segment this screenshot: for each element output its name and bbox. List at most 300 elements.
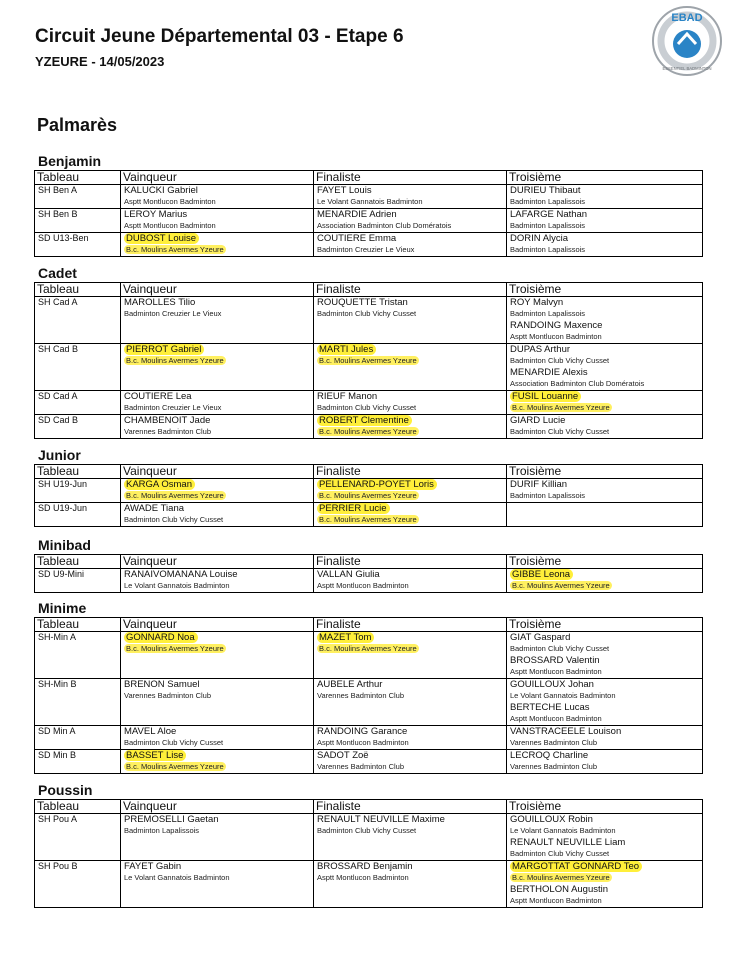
player-club-text: Badminton Club Vichy Cusset — [124, 515, 224, 524]
troisieme-cell — [507, 479, 703, 503]
player-club-text: Badminton Club Vichy Cusset — [510, 356, 610, 365]
player-club — [510, 895, 699, 907]
table-row — [35, 233, 703, 257]
player-name — [510, 415, 699, 426]
table-row — [35, 185, 703, 209]
troisieme-cell — [507, 750, 703, 774]
finaliste-cell — [314, 679, 507, 726]
player-name-text: SADOT Zoë — [317, 750, 369, 761]
table-row — [35, 344, 703, 391]
table-row — [35, 569, 703, 593]
finaliste-cell — [314, 632, 507, 679]
player-club — [510, 690, 699, 702]
column-header: Tableau — [35, 465, 121, 479]
player-name — [510, 233, 699, 244]
player-club — [124, 490, 310, 502]
player-club-text: B.c. Moulins Avermes Yzeure — [126, 762, 224, 771]
player-name — [510, 479, 699, 490]
table-row — [35, 479, 703, 503]
tableau-cell: SD U9-Mini — [35, 569, 121, 593]
header-row — [35, 555, 703, 569]
player-name — [124, 632, 310, 643]
finaliste-cell — [314, 569, 507, 593]
player-name-text: VALLAN Giulia — [317, 569, 380, 580]
player-club — [124, 872, 310, 884]
header-row — [35, 283, 703, 297]
player-club — [510, 244, 699, 256]
player-name — [510, 814, 699, 825]
player-name-text: GIBBE Leona — [510, 569, 573, 580]
column-header: Tableau — [35, 283, 121, 297]
player-name-text: ROY Malvyn — [510, 297, 564, 308]
player-name — [510, 344, 699, 355]
finaliste-cell — [314, 750, 507, 774]
finaliste-cell — [314, 726, 507, 750]
player-club-text: Asptt Montlucon Badminton — [510, 896, 602, 905]
player-club — [510, 490, 699, 502]
troisieme-cell — [507, 233, 703, 257]
player-club-text: B.c. Moulins Avermes Yzeure — [126, 491, 224, 500]
palmares-heading: Palmarès — [37, 115, 118, 135]
player-name-text: BROSSARD Valentin — [510, 655, 600, 666]
player-name — [510, 726, 699, 737]
player-club-text: Asptt Montlucon Badminton — [317, 738, 409, 747]
player-club-text: Badminton Lapalissois — [510, 197, 586, 206]
ebad-logo — [650, 4, 724, 78]
player-club-text: Asptt Montlucon Badminton — [510, 714, 602, 723]
vainqueur-cell — [121, 679, 314, 726]
player-club-text: B.c. Moulins Avermes Yzeure — [512, 581, 610, 590]
player-club — [317, 308, 503, 320]
player-club-text: Asptt Montlucon Badminton — [124, 221, 216, 230]
player-name-text: DUPAS Arthur — [510, 344, 571, 355]
player-name — [124, 233, 310, 244]
player-name-text: MAZET Tom — [317, 632, 374, 643]
player-name — [124, 479, 310, 490]
player-name — [317, 861, 503, 872]
page-subtitle: YZEURE - 14/05/2023 — [35, 54, 165, 69]
player-name-text: BERTECHE Lucas — [510, 702, 590, 713]
player-club-text: B.c. Moulins Avermes Yzeure — [126, 356, 224, 365]
tableau-cell: SH Ben B — [35, 209, 121, 233]
player-club — [124, 196, 310, 208]
vainqueur-cell — [121, 726, 314, 750]
player-club-text: B.c. Moulins Avermes Yzeure — [126, 644, 224, 653]
table-row — [35, 679, 703, 726]
finaliste-cell — [314, 209, 507, 233]
player-club-text: Badminton Lapalissois — [510, 245, 586, 254]
vainqueur-cell — [121, 297, 314, 344]
player-name — [317, 233, 503, 244]
player-name-text: RENAULT NEUVILLE Liam — [510, 837, 626, 848]
player-club-text: Varennes Badminton Club — [510, 738, 597, 747]
player-name — [510, 297, 699, 308]
player-club-text: B.c. Moulins Avermes Yzeure — [319, 515, 417, 524]
player-name-text: ROBERT Clementine — [317, 415, 412, 426]
vainqueur-cell — [121, 814, 314, 861]
player-club — [510, 331, 699, 343]
player-club — [510, 378, 699, 390]
player-name — [510, 702, 699, 713]
player-club-text: Varennes Badminton Club — [317, 762, 404, 771]
player-club-text: Le Volant Gannatois Badminton — [124, 581, 230, 590]
player-club-text: Badminton Lapalissois — [124, 826, 200, 835]
player-name-text: PELLENARD-POYET Loris — [317, 479, 437, 490]
player-name-text: KARGA Osman — [124, 479, 195, 490]
page-title: Circuit Jeune Départemental 03 - Etape 6 — [35, 26, 404, 47]
column-header: Finaliste — [314, 555, 507, 569]
player-club — [124, 580, 310, 592]
section-title: Minibad — [38, 537, 91, 553]
column-header: Troisième — [507, 800, 703, 814]
player-club — [510, 580, 699, 592]
player-name — [510, 884, 699, 895]
player-club — [317, 737, 503, 749]
player-name-text: LECROQ Charline — [510, 750, 589, 761]
column-header: Finaliste — [314, 283, 507, 297]
column-header: Vainqueur — [121, 555, 314, 569]
header-row — [35, 800, 703, 814]
player-name-text: GIARD Lucie — [510, 415, 566, 426]
player-name — [317, 297, 503, 308]
player-name — [124, 185, 310, 196]
player-name — [124, 750, 310, 761]
player-club-text: Badminton Club Vichy Cusset — [510, 849, 610, 858]
player-name-text: MAROLLES Tilio — [124, 297, 196, 308]
player-name — [510, 320, 699, 331]
player-club — [510, 737, 699, 749]
vainqueur-cell — [121, 391, 314, 415]
player-name-text: RANAIVOMANANA Louise — [124, 569, 238, 580]
player-club — [124, 643, 310, 655]
column-header: Troisième — [507, 555, 703, 569]
player-club-text: Association Badminton Club Domératois — [510, 379, 645, 388]
finaliste-cell — [314, 479, 507, 503]
tableau-cell: SD U13-Ben — [35, 233, 121, 257]
tableau-cell: SD Cad B — [35, 415, 121, 439]
player-club-text: Badminton Creuzier Le Vieux — [124, 309, 222, 318]
column-header: Vainqueur — [121, 283, 314, 297]
results-table — [34, 799, 703, 908]
player-name-text: RIEUF Manon — [317, 391, 378, 402]
player-club — [510, 666, 699, 678]
table-row — [35, 632, 703, 679]
column-header: Troisième — [507, 465, 703, 479]
player-club-text: B.c. Moulins Avermes Yzeure — [126, 245, 224, 254]
player-club-text: Asptt Montlucon Badminton — [124, 197, 216, 206]
player-club-text: Le Volant Gannatois Badminton — [510, 691, 616, 700]
column-header: Finaliste — [314, 171, 507, 185]
player-club — [317, 690, 503, 702]
player-name-text: GIAT Gaspard — [510, 632, 571, 643]
player-club-text: B.c. Moulins Avermes Yzeure — [319, 491, 417, 500]
tableau-cell: SD Min A — [35, 726, 121, 750]
troisieme-cell — [507, 344, 703, 391]
player-club-text: Varennes Badminton Club — [317, 691, 404, 700]
player-club — [510, 426, 699, 438]
player-name — [124, 679, 310, 690]
table-row — [35, 503, 703, 527]
player-name-text: GOUILLOUX Johan — [510, 679, 594, 690]
troisieme-cell — [507, 297, 703, 344]
player-name — [317, 814, 503, 825]
finaliste-cell — [314, 415, 507, 439]
column-header: Tableau — [35, 555, 121, 569]
player-club — [317, 490, 503, 502]
player-name-text: MAVEL Aloe — [124, 726, 177, 737]
player-club — [124, 220, 310, 232]
player-club — [124, 308, 310, 320]
player-club-text: Varennes Badminton Club — [124, 427, 211, 436]
player-club — [124, 402, 310, 414]
tableau-cell: SH Ben A — [35, 185, 121, 209]
troisieme-cell — [507, 814, 703, 861]
finaliste-cell — [314, 233, 507, 257]
player-club-text: Badminton Club Vichy Cusset — [317, 309, 417, 318]
player-club-text: B.c. Moulins Avermes Yzeure — [319, 644, 417, 653]
player-club — [124, 426, 310, 438]
vainqueur-cell — [121, 750, 314, 774]
player-name — [317, 209, 503, 220]
player-name — [317, 344, 503, 355]
tableau-cell: SH Pou B — [35, 861, 121, 908]
player-name — [510, 569, 699, 580]
table-row — [35, 209, 703, 233]
player-name-text: FAYET Gabin — [124, 861, 182, 872]
player-club-text: Asptt Montlucon Badminton — [510, 667, 602, 676]
finaliste-cell — [314, 503, 507, 527]
player-name-text: GOUILLOUX Robin — [510, 814, 593, 825]
player-name — [317, 569, 503, 580]
column-header: Vainqueur — [121, 618, 314, 632]
player-club — [317, 402, 503, 414]
player-club-text: Badminton Club Vichy Cusset — [317, 826, 417, 835]
troisieme-cell — [507, 569, 703, 593]
player-name-text: MARTI Jules — [317, 344, 376, 355]
section-title: Junior — [38, 447, 81, 463]
player-name-text: CHAMBENOIT Jade — [124, 415, 211, 426]
player-name-text: MARGOTTAT GONNARD Teo — [510, 861, 642, 872]
tableau-cell: SH Pou A — [35, 814, 121, 861]
player-name — [124, 344, 310, 355]
player-name-text: ROUQUETTE Tristan — [317, 297, 408, 308]
player-name — [510, 861, 699, 872]
player-club-text: B.c. Moulins Avermes Yzeure — [512, 873, 610, 882]
player-name-text: AUBELE Arthur — [317, 679, 383, 690]
table-row — [35, 861, 703, 908]
troisieme-cell — [507, 415, 703, 439]
player-club — [510, 402, 699, 414]
player-name-text: DORIN Alycia — [510, 233, 569, 244]
tableau-cell: SD U19-Jun — [35, 503, 121, 527]
player-name-text: KALUCKI Gabriel — [124, 185, 198, 196]
tableau-cell: SH Cad B — [35, 344, 121, 391]
player-name — [317, 415, 503, 426]
player-name-text: DURIF Killian — [510, 479, 568, 490]
player-club-text: Badminton Club Vichy Cusset — [124, 738, 224, 747]
column-header: Troisième — [507, 283, 703, 297]
column-header: Vainqueur — [121, 465, 314, 479]
player-club — [317, 580, 503, 592]
troisieme-cell — [507, 679, 703, 726]
player-name — [510, 679, 699, 690]
player-club-text: Badminton Lapalissois — [510, 491, 586, 500]
player-name-text: MENARDIE Adrien — [317, 209, 397, 220]
player-club — [510, 355, 699, 367]
player-club — [317, 426, 503, 438]
vainqueur-cell — [121, 503, 314, 527]
player-club — [317, 514, 503, 526]
tableau-cell: SD Cad A — [35, 391, 121, 415]
player-club — [510, 196, 699, 208]
player-name-text: RANDOING Maxence — [510, 320, 603, 331]
player-club — [317, 825, 503, 837]
results-table — [34, 282, 703, 439]
player-club — [124, 737, 310, 749]
tableau-cell: SD Min B — [35, 750, 121, 774]
player-name — [124, 569, 310, 580]
player-club — [510, 848, 699, 860]
player-name-text: DUBOST Louise — [124, 233, 199, 244]
player-club-text: B.c. Moulins Avermes Yzeure — [319, 427, 417, 436]
player-name — [510, 209, 699, 220]
player-name — [124, 297, 310, 308]
player-club-text: Asptt Montlucon Badminton — [510, 332, 602, 341]
column-header: Troisième — [507, 171, 703, 185]
player-name-text: RANDOING Garance — [317, 726, 408, 737]
tableau-cell: SH U19-Jun — [35, 479, 121, 503]
player-club-text: Varennes Badminton Club — [124, 691, 211, 700]
header-row — [35, 618, 703, 632]
finaliste-cell — [314, 391, 507, 415]
logo-subtext: ESSENTIEL BADMINTON — [662, 66, 712, 71]
troisieme-cell — [507, 861, 703, 908]
player-club-text: Badminton Club Vichy Cusset — [510, 427, 610, 436]
player-name-text: BERTHOLON Augustin — [510, 884, 609, 895]
player-name — [317, 503, 503, 514]
troisieme-cell — [507, 632, 703, 679]
vainqueur-cell — [121, 479, 314, 503]
player-name — [124, 503, 310, 514]
player-name — [124, 415, 310, 426]
results-table — [34, 170, 703, 257]
player-club — [124, 690, 310, 702]
player-name-text: VANSTRACEELE Louison — [510, 726, 622, 737]
player-club — [124, 761, 310, 773]
player-club-text: Asptt Montlucon Badminton — [317, 581, 409, 590]
player-name — [124, 726, 310, 737]
troisieme-cell — [507, 503, 703, 527]
player-club — [510, 713, 699, 725]
player-club-text: Badminton Club Vichy Cusset — [317, 403, 417, 412]
vainqueur-cell — [121, 569, 314, 593]
player-name — [317, 479, 503, 490]
player-name-text: LAFARGE Nathan — [510, 209, 588, 220]
column-header: Tableau — [35, 618, 121, 632]
player-name-text: PREMOSELLI Gaetan — [124, 814, 219, 825]
vainqueur-cell — [121, 415, 314, 439]
player-club-text: Badminton Lapalissois — [510, 309, 586, 318]
tableau-cell: SH-Min A — [35, 632, 121, 679]
player-name — [510, 185, 699, 196]
tableau-cell: SH-Min B — [35, 679, 121, 726]
player-name-text: BRENON Samuel — [124, 679, 200, 690]
section-title: Benjamin — [38, 153, 102, 169]
logo-text: EBAD — [671, 12, 703, 24]
player-club — [317, 244, 503, 256]
player-name — [124, 814, 310, 825]
finaliste-cell — [314, 861, 507, 908]
player-name-text: FUSIL Louanne — [510, 391, 581, 402]
header-row — [35, 171, 703, 185]
player-name-text: COUTIERE Emma — [317, 233, 397, 244]
section-title: Poussin — [38, 782, 93, 798]
player-name-text: LEROY Marius — [124, 209, 188, 220]
finaliste-cell — [314, 814, 507, 861]
player-name — [317, 726, 503, 737]
table-row — [35, 297, 703, 344]
player-club — [124, 244, 310, 256]
vainqueur-cell — [121, 233, 314, 257]
player-name-text: BASSET Lise — [124, 750, 186, 761]
player-name — [510, 837, 699, 848]
player-club-text: Badminton Club Vichy Cusset — [510, 644, 610, 653]
player-club — [124, 514, 310, 526]
section-title: Minime — [38, 600, 87, 616]
player-name-text: PIERROT Gabriel — [124, 344, 204, 355]
troisieme-cell — [507, 185, 703, 209]
player-name — [124, 861, 310, 872]
vainqueur-cell — [121, 344, 314, 391]
table-row — [35, 726, 703, 750]
table-row — [35, 391, 703, 415]
finaliste-cell — [314, 297, 507, 344]
player-club-text: Le Volant Gannatois Badminton — [317, 197, 423, 206]
player-name — [317, 750, 503, 761]
column-header: Troisième — [507, 618, 703, 632]
vainqueur-cell — [121, 861, 314, 908]
player-name — [317, 679, 503, 690]
player-club — [510, 220, 699, 232]
player-club — [317, 196, 503, 208]
player-name-text: DURIEU Thibaut — [510, 185, 581, 196]
player-name — [124, 391, 310, 402]
player-name — [510, 750, 699, 761]
vainqueur-cell — [121, 632, 314, 679]
results-table — [34, 554, 703, 593]
column-header: Finaliste — [314, 800, 507, 814]
troisieme-cell — [507, 726, 703, 750]
player-name-text: BROSSARD Benjamin — [317, 861, 413, 872]
player-name — [510, 632, 699, 643]
player-club-text: Le Volant Gannatois Badminton — [124, 873, 230, 882]
table-row — [35, 415, 703, 439]
player-name — [510, 391, 699, 402]
player-name-text: FAYET Louis — [317, 185, 372, 196]
vainqueur-cell — [121, 209, 314, 233]
player-club — [510, 825, 699, 837]
player-name-text: MENARDIE Alexis — [510, 367, 588, 378]
player-club — [510, 761, 699, 773]
player-club — [510, 308, 699, 320]
column-header: Vainqueur — [121, 800, 314, 814]
column-header: Tableau — [35, 800, 121, 814]
results-table — [34, 617, 703, 774]
player-club-text: Badminton Lapalissois — [510, 221, 586, 230]
player-name-text: AWADE Tiana — [124, 503, 185, 514]
column-header: Finaliste — [314, 618, 507, 632]
finaliste-cell — [314, 344, 507, 391]
